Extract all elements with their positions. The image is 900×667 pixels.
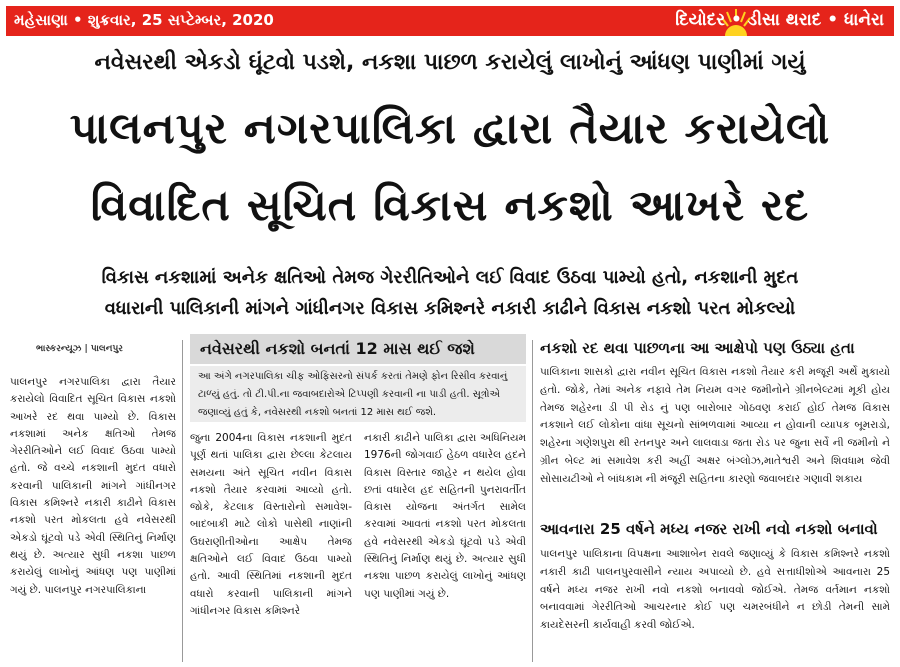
subheadline-line-1: વિકાસ નકશામાં અનેક ક્ષતિઓ તેમજ ગેરરીતિઓને લઈ વિવાદ ઉઠવા પામ્યો હતો, નકશાની મુદત	[101, 267, 799, 288]
headline-line-2: વિવાદિત સૂચિત વિકાસ નકશો આખરે રદ	[90, 181, 810, 231]
sidebar-text-allegations: પાલિકાના શાસકો દ્વારા નવીન સૂચિત વિકાસ નકશો તૈયાર કરી મજૂરી અર્થે મુકાયો હતો. જોકે, તેમાં અનેક નફાવે તેમ નિયમ વગર જમીનોને ગ્રીનબેલ્ટમાં મૂકી હોય તેમજ શહેરના ડી પી રોડ નું પણ બારોબાર ગોઠવણ કરાઈ હોઈ તેમજ વિકાસ નકશાને લઈ લોકોના વાંધા સૂચનો સાંભળવામાં આવ્યા ન હોવાની વ્યાપક બૂમરાડો, શહેરના ગણેશપુરા થી રતનપુર અને લાલવાડા જતા રોડ પર જુના સર્વે ની જમીનો ને ગ્રીન બેલ્ટ માં સમાવેશ કરી અહીં અક્ષર બંગ્લોઝ,માતેશ્વરી અને શિવધામ જેવી સોસાયટીઓ ને બાંધકામ ની મંજૂરી સહિતના કારણો જવાબદાર ગણાવી શકાય	[540, 366, 890, 485]
headline-line-1: પાલનપુર નગરપાલિકા દ્વારા તૈયાર કરાયેલો	[69, 104, 831, 154]
sidebar-text-new-map: પાલનપુર પાલિકાના વિપક્ષના આશાબેન રાવલે જણાવ્યું કે વિકાસ કમિશ્નરે નકશો નકારી કાઢી પાલનપુરવાસીને ન્યાય અપાવ્યો છે. હવે સત્તાધીશોએ આવનારા 25 વર્ષને મધ્ય નજર રાખી નવો નકશો બનાવવો જોઈએ. તેમજ વર્તમાન નકશો બનાવવામાં ગેરરીતિઓ આચરનાર કોઈ પણ ચમરબંધીને ન છોડી તેમની સામે કાયદેસરની કાર્યવાહી કરવી જોઈએ.	[540, 548, 890, 632]
header-dateline: મહેસાણા • શુક્રવાર, 25 સપ્ટેમ્બર, 2020	[14, 11, 274, 29]
sidebar-heading-new-map: આવનારા 25 વર્ષને મધ્ય નજર રાખી નવો નકશો બનાવો	[540, 520, 878, 538]
byline: ભાસ્કરન્યૂઝ | પાલનપુર	[36, 344, 123, 354]
article-kicker: નવેસરથી એકડો ઘૂંટવો પડશે, નકશા પાછળ કરાયેલું લાખોનું આંધણ પાણીમાં ગયું	[94, 50, 806, 75]
body-column-2: જુના 2004ના વિકાસ નકશાની મુદત પૂર્ણ થતાં પાલિકા દ્વારા છેલ્લા કેટલાય સમયના અંતે સૂચિત નવીન વિકાસ નકશો તૈયાર કરવામાં આવ્યો હતો. જોકે, કેટલાક વિસ્તારોનો સમાવેશ- બાદબાકી માટે લોકો પાસેથી નાણાંની ઉઘરાણીતીઓના આક્ષેપ તેમજ ક્ષતિઓને લઈ વિવાદ ઉઠવા પામ્યો હતો. આવી સ્થિતિમાં નકશાની મુદત વધારો કરવાની પાલિકાની માંગને ગાંધીનગર વિકાસ કમિશ્નરે	[190, 432, 352, 617]
header-editions: દિયોદર • ડીસા થરાદ • ધાનેરા	[675, 10, 884, 30]
column-divider	[182, 340, 183, 662]
body-column-3: નકારી કાઢીને પાલિકા દ્વારા અધિનિયમ 1976ની જોગવાઈ હેઠળ વધારેલ હદને વિકાસ વિસ્તાર જાહેર ન થયેલ હોવા છતાં વધારેલ હદ સહિતની પુનરાવર્તીત વિકાસ યોજના અંતર્ગત સામેલ કરવામાં આવતાં નકશો પરત મોકલતા હવે નવેસરથી એકડો ઘૂંટવો પડે એવી સ્થિતિનું નિર્માણ થયું છે. અત્યાર સુધી નકશા પાછળ કરાયેલું લાખોનું આંધણ પણ પાણીમાં ગયું છે.	[364, 432, 526, 600]
box-text: આ અંગે નગરપાલિકા ચીફ ઓફિસરનો સંપર્ક કરતાં તેમણે ફોન રિસીવ કરવાનું ટાળ્યું હતું. તો ટી.પી.ના જવાબદારોએ ટિપ્પણી કરવાની ના પાડી હતી. સૂત્રોએ જણાવ્યું હતું કે, નવેસરથી નકશો બનતાં 12 માસ થઈ જશે.	[190, 366, 526, 422]
box-heading: નવેસરથી નકશો બનતાં 12 માસ થઈ જશે	[190, 334, 526, 364]
body-column-1: પાલનપુર નગરપાલિકા દ્વારા તૈયાર કરાયેલો વિવાદિત સૂચિત વિકાસ નકશો આખરે રદ થવા પામ્યો છે. વિકાસ નકશામાં અનેક ક્ષતિઓ તેમજ ગેરરીતિઓને લઈ વિવાદ ઉઠવા પામ્યો હતો. જે વચ્ચે નકશાની મુદત વધારો કરવાની પાલિકાની માંગને ગાંધીનગર વિકાસ કમિશ્નરે નકારી કાઢીને વિકાસ નકશો પરત મોકલતા હવે નવેસરથી એકડો ઘૂંટવો પડે એવી સ્થિતિનું નિર્માણ થયું છે. અત્યાર સુધી નકશા પાછળ કરાયેલું લાખોનું આંધણ પણ પાણીમાં ગયું છે. પાલનપુર નગરપાલિકાના	[10, 376, 176, 596]
page-header-bar	[6, 6, 894, 36]
sidebar-heading-allegations: નકશો રદ થવા પાછળના આ આક્ષેપો પણ ઉઠ્યા હતા	[540, 339, 855, 357]
column-divider	[532, 340, 533, 662]
subheadline-line-2: વધારાની પાલિકાની માંગને ગાંધીનગર વિકાસ કમિશ્નરે નકારી કાઢીને વિકાસ નકશો પરત મોકલ્યો	[104, 298, 796, 319]
